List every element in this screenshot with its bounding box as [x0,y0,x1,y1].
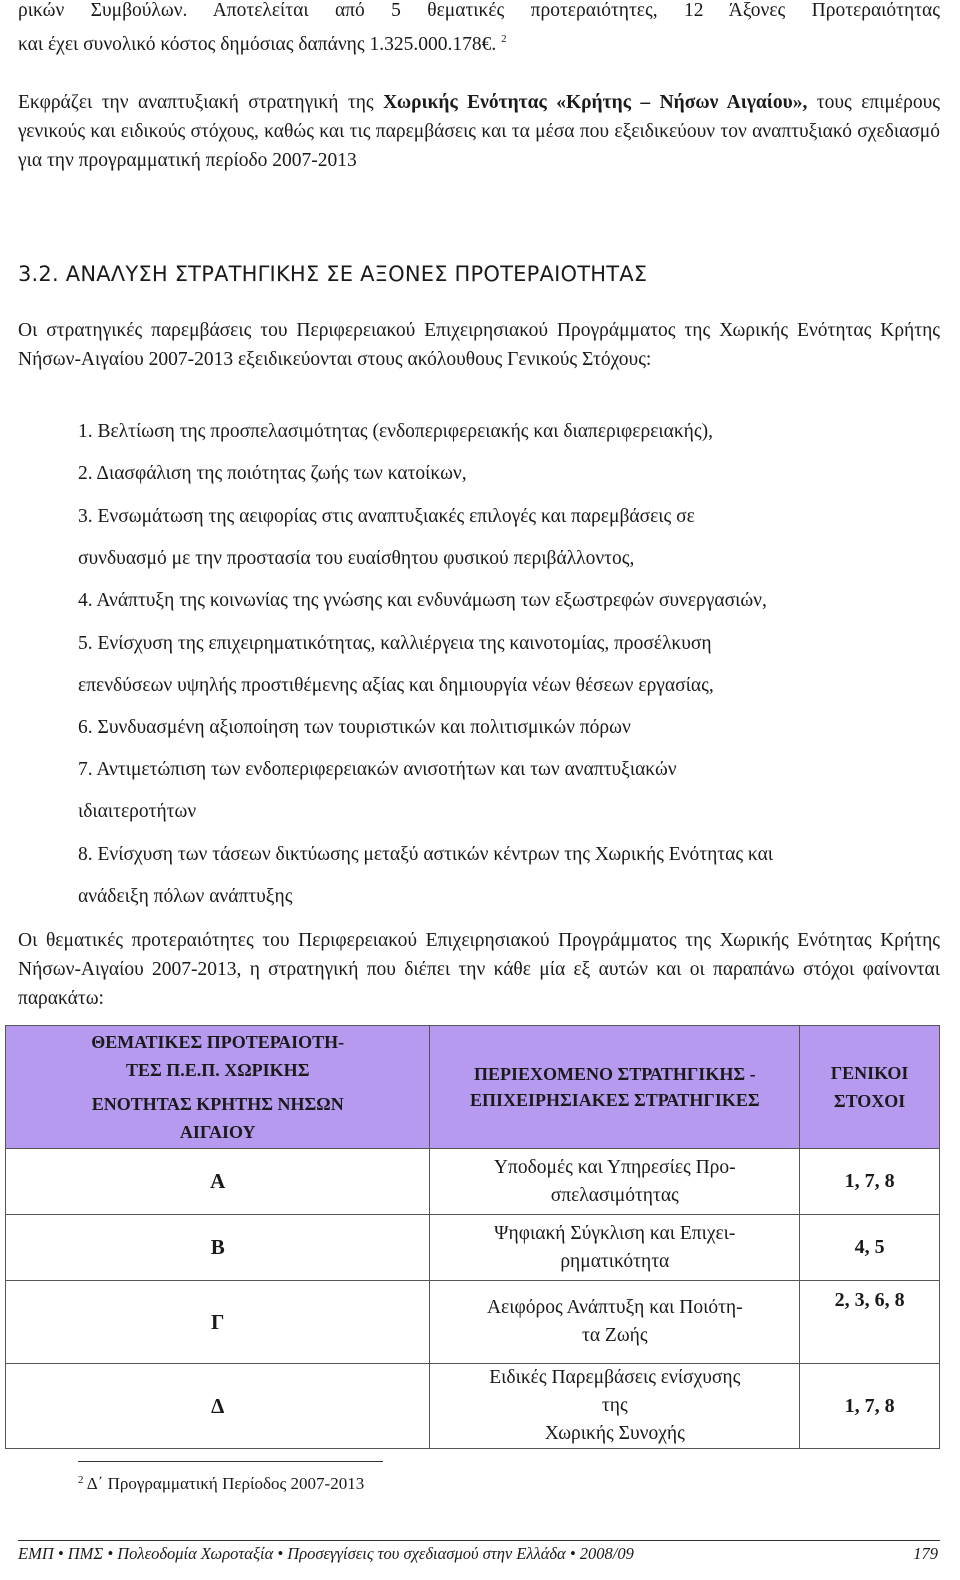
goal-item-3 [78,496,923,580]
goal-item-2 [78,453,923,495]
priority-code: Γ [6,1281,430,1364]
goal-item-7 [78,749,923,833]
section-heading: 3.2. ΑΝΑΛΥΣΗ ΣΤΡΑΤΗΓΙΚΗΣ ΣΕ ΑΞΟΝΕΣ ΠΡΟΤΕΡΑΙΟΤΗΤΑΣ [18,262,648,286]
footnote-text: Δ΄ Προγραμματική Περίοδος 2007-2013 [83,1474,365,1493]
content-line: Χωρικής Συνοχής [544,1423,685,1444]
strategy-content [430,1215,800,1281]
content-line: Υποδομές και Υπηρεσίες Προ- [493,1156,736,1178]
footer-separator [18,1540,940,1541]
goal-text: 2. Διασφάλιση της ποιότητας ζωής των κατοίκων, [78,463,467,484]
goal-text: 7. Αντιμετώπιση των ενδοπεριφερειακών ανισοτήτων και των αναπτυξιακών [78,759,677,780]
goal-item-5 [78,623,923,707]
priority-code: Β [6,1215,430,1281]
header-strategy-content [430,1026,800,1149]
strategy-paragraph [18,88,940,175]
goals-intro-paragraph: Οι στρατηγικές παρεμβάσεις του Περιφερειακού Επιχειρησιακού Προγράμματος της Χωρικής Ενότητας Κρήτης Νήσων-Αιγαίου 2007-2013 εξειδικεύονται στους ακόλουθους Γενικούς Στόχους: [18,320,940,370]
themes-intro-paragraph: Οι θεματικές προτεραιότητες του Περιφερειακού Επιχειρησιακού Προγράμματος της Χωρικής Ενότητας Κρήτης Νήσων-Αιγαίου 2007-2013, η στρατηγική που διέπει την κάθε μία εξ αυτών και οι παραπάνω στόχοι φαίνονται παρακάτω: [18,930,940,1009]
header-text: ΣΤΟΧΟΙ [833,1091,906,1111]
footnote [78,1474,364,1494]
content-line: ρηματικότητα [560,1250,670,1272]
page-number: 179 [913,1544,938,1563]
goal-text-continued: ανάδειξη πόλων ανάπτυξης [78,886,293,907]
strategy-content [430,1281,800,1364]
footnote-separator [78,1461,383,1462]
intro-line-2-text: και έχει συνολικό κόστος δημόσιας δαπάνης 1.325.000.178€. [18,34,497,55]
header-text: ΠΕΡΙΕΧΟΜΕΝΟ ΣΤΡΑΤΗΓΙΚΗΣ - [473,1064,756,1084]
strategy-text-end: τους επιμέρους γενικούς και ειδικούς στόχους, καθώς και τις παρεμβάσεις και τα μέσα που εξειδικεύουν τον αναπτυξιακό σχεδιασμό για την προγραμματική περίοδο 2007-2013 [18,92,940,171]
table-header-row [6,1026,940,1149]
header-text: ΘΕΜΑΤΙΚΕΣ ΠΡΟΤΕΡΑΙΟΤΗ- [91,1032,345,1052]
strategy-content [430,1149,800,1215]
header-thematic-priorities [6,1026,430,1149]
footnote-reference[interactable]: 2 [501,33,507,45]
header-text: ΕΠΙΧΕΙΡΗΣΙΑΚΕΣ ΣΤΡΑΤΗΓΙΚΕΣ [469,1090,760,1110]
goal-item-1 [78,411,923,453]
content-line: τα Ζωής [581,1325,648,1346]
goal-text: 4. Ανάπτυξη της κοινωνίας της γνώσης και ενδυνάμωση των εξωστρεφών συνεργασιών, [78,590,767,611]
header-text: ΑΙΓΑΙΟΥ [179,1122,256,1142]
goal-text: 3. Ενσωμάτωση της αειφορίας στις αναπτυξιακές επιλογές και παρεμβάσεις σε [78,506,695,527]
header-general-goals [800,1026,940,1149]
goal-item-4 [78,580,923,622]
content-line: σπελασιμότητας [550,1184,679,1206]
general-goals: 4, 5 [800,1215,940,1281]
general-goals: 1, 7, 8 [800,1364,940,1449]
general-goals: 1, 7, 8 [800,1149,940,1215]
table-row [6,1364,940,1449]
goal-item-6 [78,707,923,749]
goal-item-8 [78,834,923,918]
intro-line-1: ρικών Συμβούλων. Αποτελείται από 5 θεματικές προτεραιότητες, 12 Άξονες Προτεραιότητας [18,0,940,21]
strategy-text-start: Εκφράζει την αναπτυξιακή στρατηγική της [18,92,384,113]
goal-text-continued: συνδυασμό με την προστασία του ευαίσθητου φυσικού περιβάλλοντος, [78,548,635,569]
strategy-content [430,1364,800,1449]
table-row [6,1149,940,1215]
general-goals: 2, 3, 6, 8 [800,1281,940,1364]
goal-text: 5. Ενίσχυση της επιχειρηματικότητας, καλλιέργεια της καινοτομίας, προσέλκυση [78,633,712,654]
goal-text: 6. Συνδυασμένη αξιοποίηση των τουριστικών και πολιτισμικών πόρων [78,717,631,738]
content-line: Αειφόρος Ανάπτυξη και Ποιότη- [486,1297,743,1318]
footnote-mark: 2 [78,1474,84,1486]
content-line: Ειδικές Παρεμβάσεις ενίσχυσης της [489,1367,741,1416]
goal-text: 1. Βελτίωση της προσπελασιμότητας (ενδοπεριφερειακής και διαπεριφερειακής), [78,421,713,442]
goal-text-continued: επενδύσεων υψηλής προστιθέμενης αξίας και δημιουργία νέων θέσεων εργασίας, [78,675,714,696]
header-text: ΕΝΟΤΗΤΑΣ ΚΡΗΤΗΣ ΝΗΣΩΝ [91,1094,344,1114]
content-line: Ψηφιακή Σύγκλιση και Επιχει- [494,1222,736,1244]
footer-text: ΕΜΠ • ΠΜΣ • Πολεοδομία Χωροταξία • Προσεγγίσεις του σχεδιασμού στην Ελλάδα • 2008/09 [18,1544,634,1563]
table-row [6,1281,940,1364]
header-text: ΓΕΝΙΚΟΙ [830,1063,909,1083]
priorities-table [5,1025,940,1449]
table-row [6,1215,940,1281]
priority-code: Α [6,1149,430,1215]
intro-paragraph [18,0,940,59]
goal-text: 8. Ενίσχυση των τάσεων δικτύωσης μεταξύ αστικών κέντρων της Χωρικής Ενότητας και [78,844,774,865]
header-text: ΤΕΣ Π.Ε.Π. ΧΩΡΙΚΗΣ [125,1060,310,1080]
intro-line-2 [18,25,940,59]
priority-code: Δ [6,1364,430,1449]
goal-text-continued: ιδιαιτεροτήτων [78,801,197,822]
page-footer [18,1544,940,1564]
strategy-region-name: Χωρικής Ενότητας «Κρήτης – Νήσων Αιγαίου», [383,92,808,113]
